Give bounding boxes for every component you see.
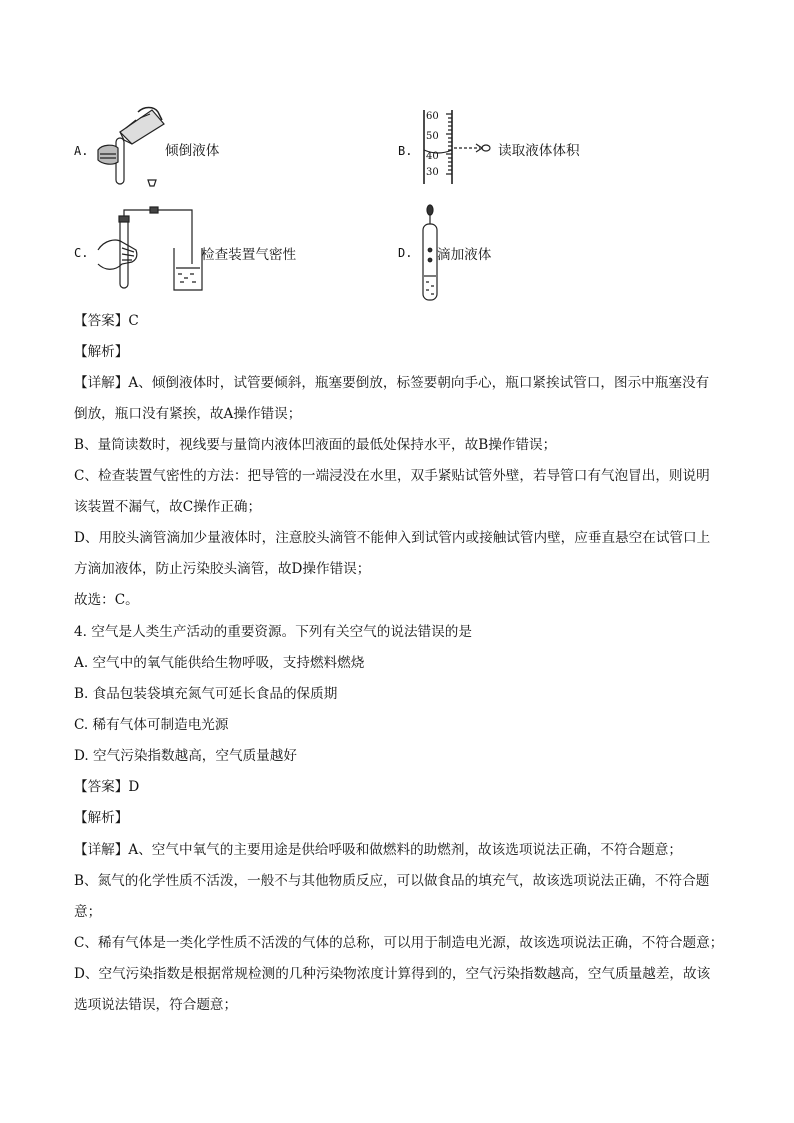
q3-explanation-line-2: 倒放，瓶口没有紧挨，故A操作错误； <box>74 406 302 422</box>
option-c-caption: 检查装置气密性 <box>201 247 297 263</box>
q3-explanation-line-4: C、检查装置气密性的方法：把导管的一端浸没在水里，双手紧贴试管外壁，若导管口有气泡冒出，则说明 <box>74 468 710 484</box>
option-b-caption: 读取液体体积 <box>498 143 580 159</box>
q4-explanation-line-3: 意； <box>74 904 102 920</box>
q4-stem: 4. 空气是人类生产活动的重要资源。下列有关空气的说法错误的是 <box>74 624 472 640</box>
scale-label-40: 40 <box>426 151 439 162</box>
q4-explanation-line-1: 【详解】A、空气中氧气的主要用途是供给呼吸和做燃料的助燃剂，故该选项说法正确，不符合题意； <box>74 842 682 858</box>
q4-choice-a: A. 空气中的氧气能供给生物呼吸，支持燃料燃烧 <box>74 655 365 671</box>
option-c-letter: C. <box>74 246 89 260</box>
q4-choice-c: C. 稀有气体可制造电光源 <box>74 717 229 733</box>
q3-explanation-line-1: 【详解】A、倾倒液体时，试管要倾斜，瓶塞要倒放，标签要朝向手心，瓶口紧挨试管口，图示中瓶塞没有 <box>74 375 710 391</box>
option-a-letter: A. <box>74 144 89 158</box>
scale-label-60: 60 <box>426 111 439 122</box>
airtightness-check-illustration <box>96 204 202 294</box>
q4-explanation-line-2: B、氮气的化学性质不活泼，一般不与其他物质反应，可以做食品的填充气，故该选项说法正确，不符合题 <box>74 873 710 889</box>
q3-explanation-line-7: 方滴加液体，防止污染胶头滴管，故D操作错误； <box>74 561 371 577</box>
q4-explanation-line-4: C、稀有气体是一类化学性质不活泼的气体的总称，可以用于制造电光源，故该选项说法正确，不符合题意； <box>74 935 724 951</box>
scale-label-50: 50 <box>426 131 439 142</box>
q3-analysis-label: 【解析】 <box>74 344 129 360</box>
q4-choice-d: D. 空气污染指数越高，空气质量越好 <box>74 748 297 764</box>
option-b-letter: B. <box>398 144 413 158</box>
pouring-liquid-illustration <box>92 104 168 188</box>
q3-explanation-line-3: B、量筒读数时，视线要与量筒内液体凹液面的最低处保持水平，故B操作错误； <box>74 437 557 453</box>
scale-label-30: 30 <box>426 167 439 178</box>
q3-explanation-line-5: 该装置不漏气，故C操作正确； <box>74 499 262 515</box>
q4-analysis-label: 【解析】 <box>74 810 129 826</box>
option-d-letter: D. <box>398 246 413 260</box>
q3-explanation-line-8: 故选：C。 <box>74 592 139 608</box>
q4-explanation-line-6: 选项说法错误，符合题意； <box>74 997 238 1013</box>
q4-explanation-line-5: D、空气污染指数是根据常规检测的几种污染物浓度计算得到的，空气污染指数越高，空气质量越差，故该 <box>74 966 711 982</box>
option-a-caption: 倾倒液体 <box>165 143 220 159</box>
q3-explanation-line-6: D、用胶头滴管滴加少量液体时，注意胶头滴管不能伸入到试管内或接触试管内壁，应垂直悬空在试管口上 <box>74 530 711 546</box>
q4-choice-b: B. 食品包装袋填充氮气可延长食品的保质期 <box>74 686 338 702</box>
option-d-caption: 滴加液体 <box>437 247 492 263</box>
q4-answer: 【答案】D <box>74 779 140 795</box>
q3-answer: 【答案】C <box>74 313 139 329</box>
